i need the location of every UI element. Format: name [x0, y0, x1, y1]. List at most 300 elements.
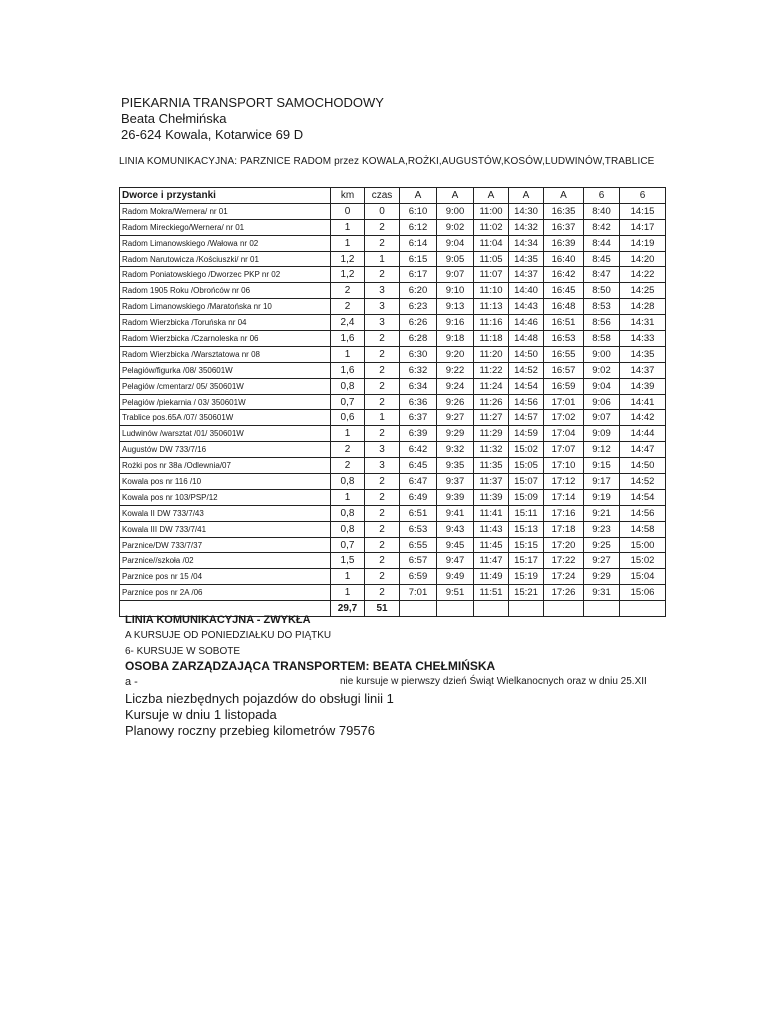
time-cell: 2: [365, 219, 400, 235]
stop-name: Radom Mireckiego/Wernera/ nr 01: [120, 219, 331, 235]
departure-cell: 6:45: [400, 458, 437, 474]
departure-cell: 17:10: [544, 458, 584, 474]
table-row: [120, 299, 666, 315]
departure-cell: 14:20: [620, 251, 666, 267]
departure-cell: 11:07: [474, 267, 509, 283]
km-cell: 1: [331, 235, 365, 251]
departure-cell: 9:06: [584, 394, 620, 410]
stop-name: Radom Narutowicza /Kościuszki/ nr 01: [120, 251, 331, 267]
departure-cell: 15:05: [509, 458, 544, 474]
stop-name: Radom Wierzbicka /Toruńska nr 04: [120, 315, 331, 331]
departure-cell: 11:35: [474, 458, 509, 474]
table-row: [120, 521, 666, 537]
time-cell: 2: [365, 474, 400, 490]
departure-cell: 9:45: [437, 537, 474, 553]
departure-cell: 9:39: [437, 489, 474, 505]
departure-cell: 9:43: [437, 521, 474, 537]
time-cell: 3: [365, 283, 400, 299]
departure-cell: 15:21: [509, 585, 544, 601]
departure-cell: 16:59: [544, 378, 584, 394]
km-cell: 1: [331, 346, 365, 362]
company-header: [121, 95, 384, 143]
departure-cell: 11:26: [474, 394, 509, 410]
km-cell: 0: [331, 203, 365, 219]
departure-cell: 15:06: [620, 585, 666, 601]
departure-cell: 16:45: [544, 283, 584, 299]
km-cell: 2: [331, 458, 365, 474]
time-cell: 2: [365, 235, 400, 251]
departure-cell: 8:44: [584, 235, 620, 251]
departure-cell: 11:22: [474, 362, 509, 378]
stop-name: Pelagiów/figurka /08/ 350601W: [120, 362, 331, 378]
header-course: A: [509, 188, 544, 204]
time-cell: 1: [365, 251, 400, 267]
departure-cell: 9:32: [437, 442, 474, 458]
header-km: km: [331, 188, 365, 204]
departure-cell: 11:20: [474, 346, 509, 362]
departure-cell: 14:37: [620, 362, 666, 378]
departure-cell: 14:39: [620, 378, 666, 394]
time-cell: 3: [365, 458, 400, 474]
timetable-header-row: [120, 188, 666, 204]
departure-cell: 11:04: [474, 235, 509, 251]
departure-cell: 14:43: [509, 299, 544, 315]
departure-cell: 6:28: [400, 331, 437, 347]
stop-name: Parznice//szkoła /02: [120, 553, 331, 569]
departure-cell: 17:12: [544, 474, 584, 490]
departure-cell: 9:02: [584, 362, 620, 378]
header-course: 6: [584, 188, 620, 204]
departure-cell: 14:54: [620, 489, 666, 505]
departure-cell: 6:37: [400, 410, 437, 426]
departure-cell: 6:42: [400, 442, 437, 458]
total-cell: [400, 601, 437, 617]
departure-cell: 17:14: [544, 489, 584, 505]
km-cell: 1,6: [331, 331, 365, 347]
departure-cell: 17:04: [544, 426, 584, 442]
departure-cell: 11:10: [474, 283, 509, 299]
departure-cell: 9:41: [437, 505, 474, 521]
departure-cell: 8:50: [584, 283, 620, 299]
stop-name: Pelagiów /piekarnia / 03/ 350601W: [120, 394, 331, 410]
departure-cell: 6:34: [400, 378, 437, 394]
departure-cell: 14:58: [620, 521, 666, 537]
km-cell: 1,2: [331, 251, 365, 267]
time-cell: 1: [365, 410, 400, 426]
departure-cell: 9:15: [584, 458, 620, 474]
owner-name: Beata Chełmińska: [121, 111, 227, 126]
departure-cell: 9:07: [437, 267, 474, 283]
departure-cell: 6:15: [400, 251, 437, 267]
time-cell: 2: [365, 505, 400, 521]
departure-cell: 6:23: [400, 299, 437, 315]
note-a: A KURSUJE OD PONIEDZIAŁKU DO PIĄTKU: [125, 630, 332, 641]
km-cell: 1,5: [331, 553, 365, 569]
departure-cell: 6:36: [400, 394, 437, 410]
total-km: 29,7: [331, 601, 365, 617]
departure-cell: 6:59: [400, 569, 437, 585]
departure-cell: 14:41: [620, 394, 666, 410]
stop-name: Parznice pos nr 2A /06: [120, 585, 331, 601]
stop-name: Pelagiów /cmentarz/ 05/ 350601W: [120, 378, 331, 394]
vehicles-count: Liczba niezbędnych pojazdów do obsługi linii 1: [125, 691, 394, 706]
departure-cell: 14:17: [620, 219, 666, 235]
departure-cell: 9:13: [437, 299, 474, 315]
table-row: [120, 378, 666, 394]
table-row: [120, 569, 666, 585]
departure-cell: 9:51: [437, 585, 474, 601]
stop-name: Radom Limanowskiego /Maratońska nr 10: [120, 299, 331, 315]
departure-cell: 14:37: [509, 267, 544, 283]
time-cell: 2: [365, 331, 400, 347]
stop-name: Radom Wierzbicka /Warsztatowa nr 08: [120, 346, 331, 362]
departure-cell: 9:25: [584, 537, 620, 553]
departure-cell: 9:27: [584, 553, 620, 569]
stop-name: Trablice pos.65A /07/ 350601W: [120, 410, 331, 426]
time-cell: 2: [365, 569, 400, 585]
departure-cell: 16:57: [544, 362, 584, 378]
departure-cell: 14:22: [620, 267, 666, 283]
departure-cell: 9:04: [584, 378, 620, 394]
header-stops: Dworce i przystanki: [120, 188, 331, 204]
departure-cell: 6:47: [400, 474, 437, 490]
departure-cell: 9:21: [584, 505, 620, 521]
departure-cell: 9:20: [437, 346, 474, 362]
departure-cell: 17:22: [544, 553, 584, 569]
departure-cell: 9:29: [437, 426, 474, 442]
departure-cell: 9:04: [437, 235, 474, 251]
departure-cell: 8:47: [584, 267, 620, 283]
departure-cell: 17:26: [544, 585, 584, 601]
total-cell: [437, 601, 474, 617]
stop-name: Augustów DW 733/7/16: [120, 442, 331, 458]
total-cell: [474, 601, 509, 617]
departure-cell: 9:49: [437, 569, 474, 585]
departure-cell: 14:44: [620, 426, 666, 442]
table-row: [120, 235, 666, 251]
departure-cell: 15:02: [620, 553, 666, 569]
km-cell: 0,8: [331, 521, 365, 537]
note-a-label: a -: [125, 676, 138, 688]
stop-name: Kowala II DW 733/7/43: [120, 505, 331, 521]
total-cell: [544, 601, 584, 617]
departure-cell: 17:20: [544, 537, 584, 553]
stop-name: Kowala pos nr 116 /10: [120, 474, 331, 490]
departure-cell: 15:13: [509, 521, 544, 537]
total-time: 51: [365, 601, 400, 617]
departure-cell: 6:12: [400, 219, 437, 235]
departure-cell: 15:17: [509, 553, 544, 569]
departure-cell: 16:42: [544, 267, 584, 283]
departure-cell: 14:56: [620, 505, 666, 521]
time-cell: 2: [365, 537, 400, 553]
departure-cell: 6:57: [400, 553, 437, 569]
departure-cell: 17:18: [544, 521, 584, 537]
stop-name: Parznice/DW 733/7/37: [120, 537, 331, 553]
table-row: [120, 394, 666, 410]
departure-cell: 16:51: [544, 315, 584, 331]
departure-cell: 15:15: [509, 537, 544, 553]
departure-cell: 14:28: [620, 299, 666, 315]
departure-cell: 9:19: [584, 489, 620, 505]
header-course: A: [400, 188, 437, 204]
departure-cell: 14:35: [509, 251, 544, 267]
departure-cell: 15:09: [509, 489, 544, 505]
departure-cell: 14:57: [509, 410, 544, 426]
departure-cell: 14:42: [620, 410, 666, 426]
departure-cell: 8:42: [584, 219, 620, 235]
total-cell: [509, 601, 544, 617]
departure-cell: 9:47: [437, 553, 474, 569]
time-cell: 2: [365, 426, 400, 442]
departure-cell: 9:35: [437, 458, 474, 474]
time-cell: 2: [365, 585, 400, 601]
total-cell: [620, 601, 666, 617]
departure-cell: 11:16: [474, 315, 509, 331]
header-course: 6: [620, 188, 666, 204]
stop-name: Kowala III DW 733/7/41: [120, 521, 331, 537]
departure-cell: 11:32: [474, 442, 509, 458]
km-cell: 0,7: [331, 394, 365, 410]
table-row: [120, 315, 666, 331]
stop-name: Rożki pos nr 38a /Odlewnia/07: [120, 458, 331, 474]
table-row: [120, 219, 666, 235]
table-row: [120, 283, 666, 299]
departure-cell: 14:32: [509, 219, 544, 235]
table-row: [120, 505, 666, 521]
transport-manager: OSOBA ZARZĄDZAJĄCA TRANSPORTEM: BEATA CHEŁMIŃSKA: [125, 659, 496, 673]
departure-cell: 9:24: [437, 378, 474, 394]
departure-cell: 9:05: [437, 251, 474, 267]
departure-cell: 9:10: [437, 283, 474, 299]
table-row: [120, 537, 666, 553]
table-row: [120, 331, 666, 347]
departure-cell: 16:35: [544, 203, 584, 219]
km-cell: 1: [331, 426, 365, 442]
table-row: [120, 410, 666, 426]
departure-cell: 15:07: [509, 474, 544, 490]
departure-cell: 11:47: [474, 553, 509, 569]
km-cell: 2,4: [331, 315, 365, 331]
departure-cell: 17:07: [544, 442, 584, 458]
departure-cell: 16:48: [544, 299, 584, 315]
departure-cell: 14:40: [509, 283, 544, 299]
november-note: Kursuje w dniu 1 listopada: [125, 707, 277, 722]
table-row: [120, 203, 666, 219]
departure-cell: 11:29: [474, 426, 509, 442]
table-row: [120, 362, 666, 378]
time-cell: 2: [365, 378, 400, 394]
stop-name: Radom Poniatowskiego /Dworzec PKP nr 02: [120, 267, 331, 283]
departure-cell: 14:47: [620, 442, 666, 458]
stop-name: Radom Wierzbicka /Czarnoleska nr 06: [120, 331, 331, 347]
departure-cell: 16:39: [544, 235, 584, 251]
departure-cell: 14:35: [620, 346, 666, 362]
departure-cell: 9:07: [584, 410, 620, 426]
departure-cell: 6:30: [400, 346, 437, 362]
km-cell: 1: [331, 585, 365, 601]
departure-cell: 9:16: [437, 315, 474, 331]
time-cell: 3: [365, 315, 400, 331]
departure-cell: 14:50: [620, 458, 666, 474]
km-cell: 0,8: [331, 505, 365, 521]
departure-cell: 6:39: [400, 426, 437, 442]
departure-cell: 14:52: [509, 362, 544, 378]
departure-cell: 9:22: [437, 362, 474, 378]
departure-cell: 16:53: [544, 331, 584, 347]
table-row: [120, 585, 666, 601]
departure-cell: 14:46: [509, 315, 544, 331]
departure-cell: 8:58: [584, 331, 620, 347]
time-cell: 0: [365, 203, 400, 219]
stop-name: Radom 1905 Roku /Obrońców nr 06: [120, 283, 331, 299]
km-cell: 1: [331, 219, 365, 235]
stop-name: Radom Mokra/Wernera/ nr 01: [120, 203, 331, 219]
departure-cell: 11:39: [474, 489, 509, 505]
departure-cell: 9:12: [584, 442, 620, 458]
table-row: [120, 426, 666, 442]
departure-cell: 16:55: [544, 346, 584, 362]
departure-cell: 6:51: [400, 505, 437, 521]
table-row: [120, 267, 666, 283]
departure-cell: 6:53: [400, 521, 437, 537]
km-cell: 1,2: [331, 267, 365, 283]
departure-cell: 15:19: [509, 569, 544, 585]
departure-cell: 11:00: [474, 203, 509, 219]
km-cell: 2: [331, 442, 365, 458]
departure-cell: 9:37: [437, 474, 474, 490]
time-cell: 2: [365, 346, 400, 362]
departure-cell: 11:41: [474, 505, 509, 521]
km-cell: 2: [331, 299, 365, 315]
departure-cell: 15:11: [509, 505, 544, 521]
km-cell: 1,6: [331, 362, 365, 378]
departure-cell: 14:33: [620, 331, 666, 347]
departure-cell: 11:51: [474, 585, 509, 601]
departure-cell: 9:18: [437, 331, 474, 347]
line-title: LINIA KOMUNIKACYJNA: PARZNICE RADOM przez KOWALA,ROŻKI,AUGUSTÓW,KOSÓW,LUDWINÓW,TRABLICE: [119, 156, 655, 167]
departure-cell: 17:16: [544, 505, 584, 521]
departure-cell: 14:50: [509, 346, 544, 362]
time-cell: 3: [365, 442, 400, 458]
departure-cell: 11:18: [474, 331, 509, 347]
departure-cell: 6:26: [400, 315, 437, 331]
departure-cell: 9:00: [584, 346, 620, 362]
departure-cell: 7:01: [400, 585, 437, 601]
departure-cell: 14:59: [509, 426, 544, 442]
departure-cell: 14:56: [509, 394, 544, 410]
km-cell: 0,8: [331, 474, 365, 490]
note-6: 6- KURSUJE W SOBOTE: [125, 646, 241, 657]
km-cell: 0,8: [331, 378, 365, 394]
stop-name: Radom Limanowskiego /Wałowa nr 02: [120, 235, 331, 251]
departure-cell: 9:29: [584, 569, 620, 585]
line-type: LINIA KOMUNIKACYJNA - ZWYKŁA: [125, 614, 311, 626]
time-cell: 3: [365, 299, 400, 315]
departure-cell: 6:14: [400, 235, 437, 251]
departure-cell: 6:17: [400, 267, 437, 283]
note-a-text: nie kursuje w pierwszy dzień Świąt Wielkanocnych oraz w dniu 25.XII: [340, 676, 647, 687]
time-cell: 2: [365, 553, 400, 569]
departure-cell: 14:54: [509, 378, 544, 394]
km-cell: 0,7: [331, 537, 365, 553]
table-row: [120, 251, 666, 267]
header-course: A: [437, 188, 474, 204]
km-cell: 2: [331, 283, 365, 299]
departure-cell: 6:10: [400, 203, 437, 219]
departure-cell: 9:00: [437, 203, 474, 219]
time-cell: 2: [365, 489, 400, 505]
departure-cell: 9:09: [584, 426, 620, 442]
departure-cell: 14:52: [620, 474, 666, 490]
departure-cell: 11:02: [474, 219, 509, 235]
table-row: [120, 458, 666, 474]
company-name: PIEKARNIA TRANSPORT SAMOCHODOWY: [121, 95, 384, 110]
total-cell: [584, 601, 620, 617]
time-cell: 2: [365, 362, 400, 378]
departure-cell: 17:24: [544, 569, 584, 585]
annual-mileage: Planowy roczny przebieg kilometrów 79576: [125, 723, 376, 738]
departure-cell: 11:05: [474, 251, 509, 267]
departure-cell: 14:48: [509, 331, 544, 347]
departure-cell: 15:00: [620, 537, 666, 553]
departure-cell: 8:40: [584, 203, 620, 219]
stop-name: Kowala pos nr 103/PSP/12: [120, 489, 331, 505]
departure-cell: 15:02: [509, 442, 544, 458]
timetable: [119, 187, 666, 617]
departure-cell: 8:53: [584, 299, 620, 315]
departure-cell: 9:26: [437, 394, 474, 410]
departure-cell: 6:32: [400, 362, 437, 378]
header-course: A: [544, 188, 584, 204]
departure-cell: 6:55: [400, 537, 437, 553]
departure-cell: 11:49: [474, 569, 509, 585]
departure-cell: 17:02: [544, 410, 584, 426]
departure-cell: 14:25: [620, 283, 666, 299]
departure-cell: 11:43: [474, 521, 509, 537]
departure-cell: 11:24: [474, 378, 509, 394]
header-time: czas: [365, 188, 400, 204]
km-cell: 0,6: [331, 410, 365, 426]
departure-cell: 14:34: [509, 235, 544, 251]
departure-cell: 9:02: [437, 219, 474, 235]
table-row: [120, 474, 666, 490]
table-row: [120, 442, 666, 458]
km-cell: 1: [331, 569, 365, 585]
departure-cell: 8:56: [584, 315, 620, 331]
departure-cell: 17:01: [544, 394, 584, 410]
departure-cell: 9:17: [584, 474, 620, 490]
company-address: 26-624 Kowala, Kotarwice 69 D: [121, 127, 304, 142]
departure-cell: 14:19: [620, 235, 666, 251]
header-course: A: [474, 188, 509, 204]
departure-cell: 8:45: [584, 251, 620, 267]
departure-cell: 6:49: [400, 489, 437, 505]
departure-cell: 11:45: [474, 537, 509, 553]
departure-cell: 14:31: [620, 315, 666, 331]
departure-cell: 11:27: [474, 410, 509, 426]
departure-cell: 14:15: [620, 203, 666, 219]
time-cell: 2: [365, 267, 400, 283]
departure-cell: 14:30: [509, 203, 544, 219]
km-cell: 1: [331, 489, 365, 505]
departure-cell: 11:13: [474, 299, 509, 315]
table-row: [120, 346, 666, 362]
departure-cell: 9:23: [584, 521, 620, 537]
table-row: [120, 489, 666, 505]
departure-cell: 16:37: [544, 219, 584, 235]
departure-cell: 16:40: [544, 251, 584, 267]
